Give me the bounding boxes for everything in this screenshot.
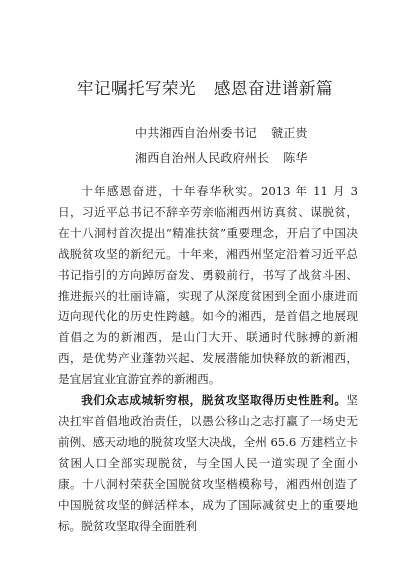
paragraph-2 bbox=[58, 390, 358, 536]
paragraph-1: 十年感恩奋进，十年春华秋实。2013 年 11 月 3 日，习近平总书记不辞辛劳亲临湘西州访真贫、谋脱贫，在十八洞村首次提出“精准扶贫”重要理念，开启了中国决战脱贫攻坚的新纪元。十年来，湘西州坚定沿着习近平总书记指引的方向踔厉奋发、勇毅前行，书写了战贫斗困、推进振兴的壮丽诗篇，实现了从深度贫困到全面小康进而迈向现代化的历史性跨越。如今的湘西，是首倡之地展现首倡之为的新湘西，是山门大开、联通时代脉搏的新湘西，是优势产业蓬勃兴起、发展潜能加快释放的新湘西，是宜居宜业宜游宜养的新湘西。 bbox=[58, 184, 358, 387]
author-2-role: 湘西自治州人民政府州长 bbox=[135, 151, 270, 165]
author-1-role: 中共湘西自治州委书记 bbox=[135, 126, 258, 140]
article-title bbox=[0, 75, 410, 99]
author-line-1 bbox=[135, 124, 308, 141]
paragraph-2-rest: 坚决扛牢首倡地政治责任，以愚公移山之志打赢了一场史无前例、感天动地的脱贫攻坚大决战，全州 65.6 万建档立卡贫困人口全部实现脱贫，与全国人民一道实现了全面小康。十八洞村荣获全国脱贫攻坚楷模称号，湘西州创造了中国脱贫攻坚的鲜活样本，成为了国际减贫史上的重要地标。脱贫攻坚取得全面胜利 bbox=[58, 393, 358, 533]
author-line-2 bbox=[135, 149, 308, 166]
title-part-2: 感恩奋进谱新篇 bbox=[214, 79, 333, 98]
paragraph-2-lead: 我们众志成城斩穷根，脱贫攻坚取得历史性胜利。 bbox=[81, 393, 347, 408]
article-body bbox=[58, 181, 358, 536]
title-part-1: 牢记嘱托写荣光 bbox=[77, 79, 196, 98]
author-1-name: 虢正贵 bbox=[271, 126, 308, 140]
author-2-name: 陈华 bbox=[283, 151, 308, 165]
